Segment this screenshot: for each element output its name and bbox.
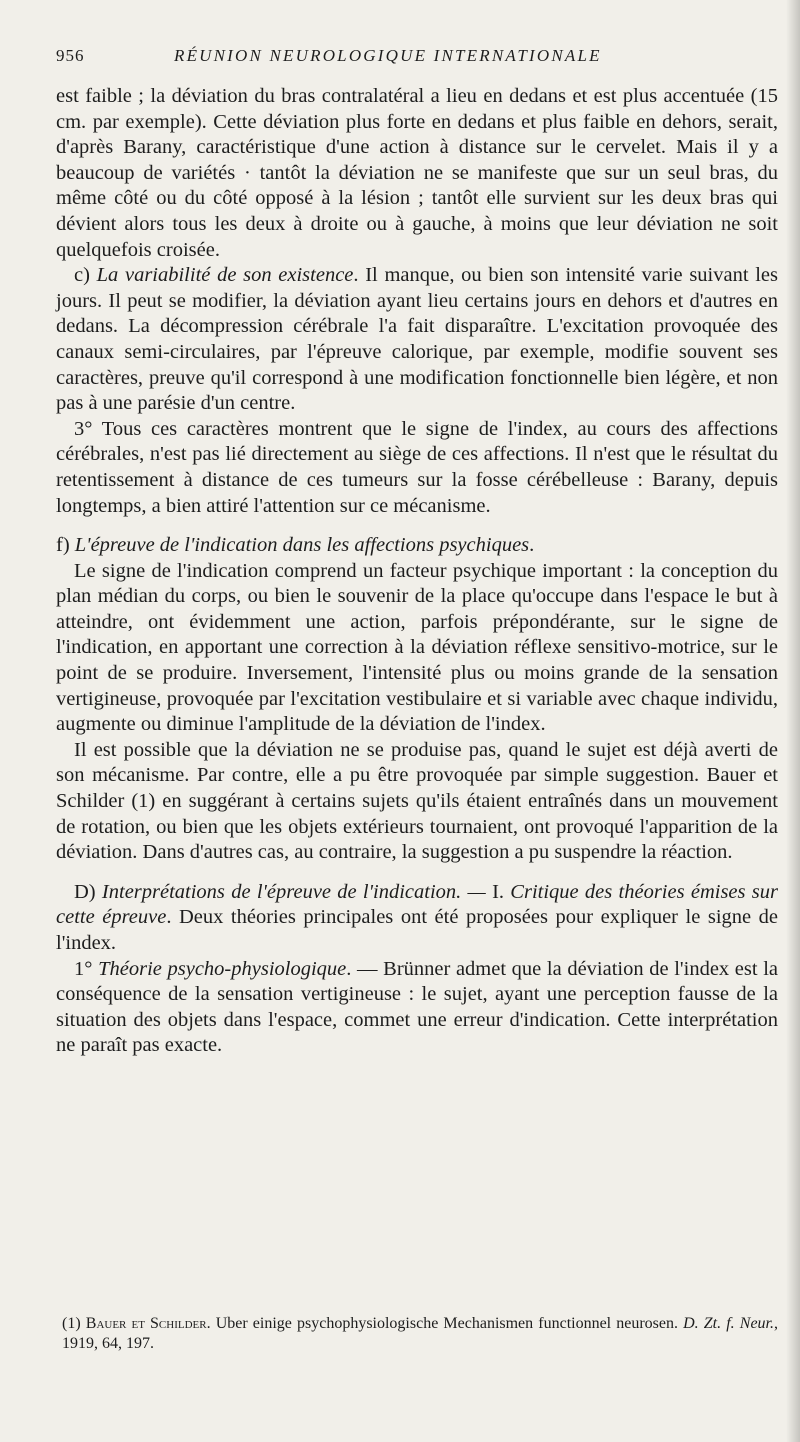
page-number: 956 xyxy=(56,46,85,65)
footnote: (1) Bauer et Schilder. Uber einige psychophysiologische Mechanismen functionnel neurosen. D. Zt. f. Neur., 1919, 64, 197. xyxy=(62,1315,778,1352)
paragraph-2: c) La variabilité de son existence. Il manque, ou bien son intensité varie suivant les jours. Il peut se modifier, la déviation ayant lieu certains jours en dehors et d'autres en dedans. La décompression cérébrale l'a fait disparaître. L'excitation provoquée des canaux semi-circulaires, par l'épreuve calorique, par exemple, modifie souvent ses caractères, preuve qu'il correspond à une modification fonctionnelle bien légère, et non pas à une parésie d'un centre. xyxy=(56,264,778,415)
footnote-authors: Bauer et Schilder. xyxy=(85,1315,211,1332)
paragraph-5: Le signe de l'indication comprend un facteur psychique important : la conception du plan médian du corps, ou bien le souvenir de la place qu'occupe dans l'espace le but à atteindre, ont évidemment une action, parfois prépondérante, sur le signe de l'indication, en apportant une correction à la déviation réflexe sensitivo-motrice, sur le point de se produire. Inversement, l'intensité plus ou moins grande de la sensation vertigineuse, provoquée par l'excitation vestibulaire et si variable avec chaque individu, augmente ou diminue l'amplitude de la déviation de l'index. xyxy=(56,559,778,736)
italic-heading: Théorie psycho-physiologique xyxy=(98,957,347,980)
section-heading-d: D) Interprétations de l'épreuve de l'indication. — I. Critique des théories émises sur cette épreuve. Deux théories principales ont été proposées pour expliquer le signe de l'index. xyxy=(56,880,778,954)
paragraph-6: Il est possible que la déviation ne se produise pas, quand le sujet est déjà averti de son mécanisme. Par contre, elle a pu être provoquée par simple suggestion. Bauer et Schilder (1) en suggérant à certains sujets qu'ils étaient entraînés dans un mouvement de rotation, ou bien que les objets extérieurs tournaient, ont provoqué l'apparition de la déviation. Dans d'autres cas, au contraire, la suggestion a pu suspendre la réaction. xyxy=(56,738,778,864)
page-edge-shadow xyxy=(786,0,800,1442)
italic-heading: L'épreuve de l'indication dans les affections psychiques xyxy=(74,534,530,557)
paragraph-1: est faible ; la déviation du bras contralatéral a lieu en dedans et est plus accentuée (15 cm. par exemple). Cette déviation plus forte en dedans et plus faible en dehors, serait, d'après Barany, caractéristique d'une action à distance sur le cervelet. Mais il y a beaucoup de variétés · tantôt la déviation ne se manifeste que sur un seul bras, du même côté ou du côté opposé à la lésion ; tantôt elle survient sur les deux bras qui dévient alors tous les deux à droite ou à gauche, à moins que leur déviation ne soit quelquefois croisée. xyxy=(56,85,778,261)
italic-heading: La variabilité de son existence xyxy=(96,264,354,287)
section-heading-f: f) L'épreuve de l'indication dans les affections psychiques. xyxy=(56,534,535,557)
paragraph-8: 1° Théorie psycho-physiologique. — Brünner admet que la déviation de l'index est la conséquence de la sensation vertigineuse : le sujet, ayant une perception fausse de la situation des objets dans l'espace, commet une erreur d'indication. Cette interprétation ne paraît pas exacte. xyxy=(56,957,778,1057)
italic-heading: Interprétations de l'épreuve de l'indication. — xyxy=(101,880,493,903)
footnote-journal: D. Zt. f. Neur. xyxy=(683,1315,774,1332)
running-title: RÉUNION NEUROLOGIQUE INTERNATIONALE xyxy=(174,46,602,65)
paragraph-3: 3° Tous ces caractères montrent que le signe de l'index, au cours des affections cérébrales, n'est pas lié directement au siège de ces affections. Il n'est que le résultat du retentissement à distance de ces tumeurs sur la fosse cérébelleuse : Barany, depuis longtemps, a bien attiré l'attention sur ce mécanisme. xyxy=(56,417,778,517)
italic-subheading: Critique des théories émises sur cette épreuve xyxy=(56,880,778,929)
body-text xyxy=(56,84,778,1059)
